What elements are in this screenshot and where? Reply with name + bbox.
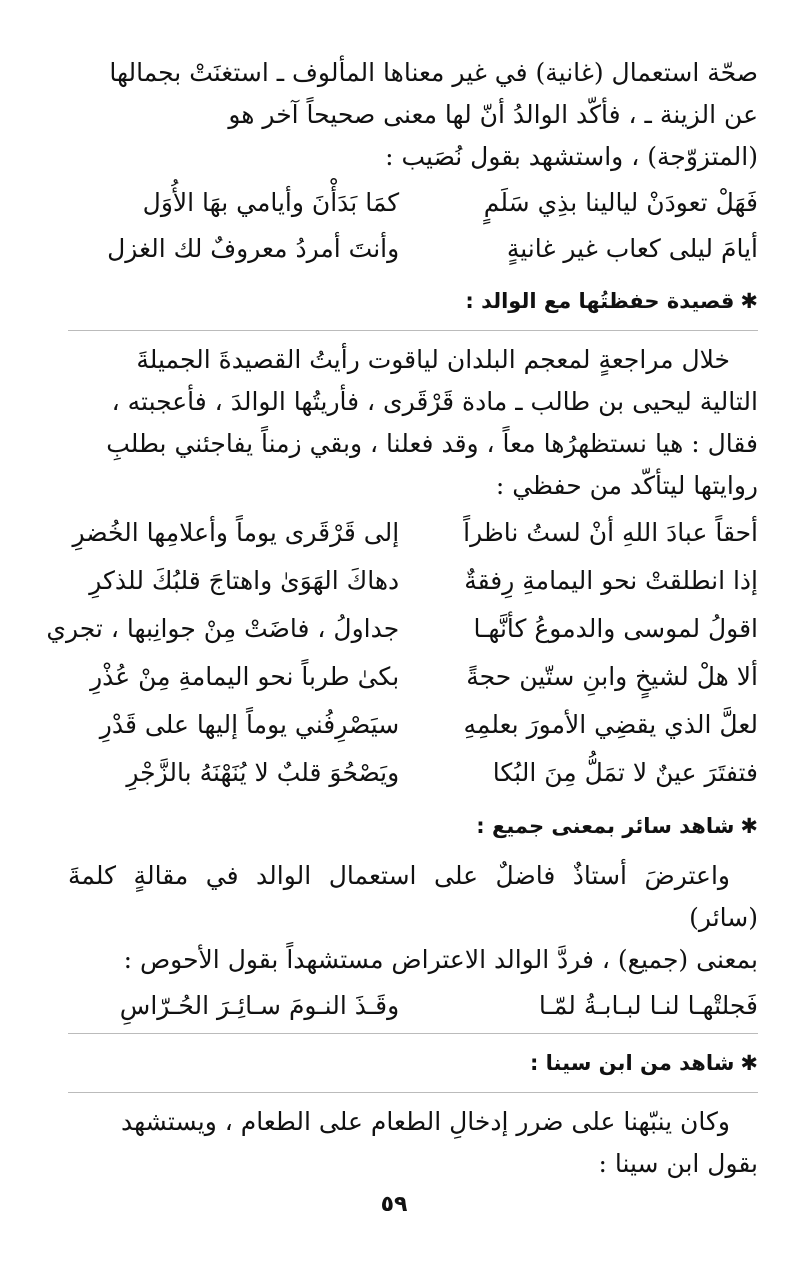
asterisk-icon: ✱ <box>740 814 758 838</box>
section-heading-text: قصيدة حفظتُها مع الوالد : <box>465 289 735 313</box>
text-line: فقال : هيا نستظهرُها معاً ، وقد فعلنا ، وبقي زمناً يفاجئني بطلبِ <box>106 429 758 458</box>
section-heading-text: شاهد سائر بمعنى جميع : <box>476 814 735 838</box>
verse <box>68 180 758 226</box>
verse-first-hemistich: ألا هلْ لشيخٍ وابنِ ستّين حجةً <box>466 662 758 691</box>
verse-first-hemistich: لعلَّ الذي يقضِي الأمورَ بعلمِهِ <box>463 710 758 739</box>
verse-second-hemistich: إلى قَرْقَرى يوماً وأعلامِها الخُضرِ <box>72 518 400 547</box>
verse-first-hemistich: أحقاً عبادَ اللهِ أنْ لستُ ناظراً <box>463 518 758 547</box>
divider <box>68 1033 758 1034</box>
verse-second-hemistich: سيَصْرِفُني يوماً إليها على قَدْرِ <box>99 710 400 739</box>
verse-second-hemistich: ويَصْحُوَ قلبٌ لا يُنَهْنَهُ بالزَّجْرِ <box>126 758 400 787</box>
verse <box>68 983 758 1029</box>
page-number: ٥٩ <box>380 1192 408 1217</box>
text-line: واعترضَ أستاذٌ فاضلٌ على استعمال الوالد في مقالةٍ كلمةَ (سائر) <box>68 861 758 932</box>
section-heading-text: شاهد من ابن سينا : <box>529 1051 735 1075</box>
verse <box>68 749 758 797</box>
section-heading <box>68 284 758 318</box>
verse <box>68 653 758 701</box>
text-line: بقول ابن سينا : <box>598 1149 758 1178</box>
verse-second-hemistich: وقَـذَ النـومَ سـائِـرَ الحُـرّاسِ <box>119 991 400 1020</box>
yahya-poem <box>46 509 758 797</box>
verse-first-hemistich: اقولُ لموسى والدموعُ كأنَّهـا <box>473 614 758 643</box>
verse-second-hemistich: دهاكَ الهَوَىٰ واهتاجَ قلبُكَ للذكرِ <box>89 566 400 595</box>
section2-paragraph <box>68 855 758 981</box>
divider <box>68 1092 758 1093</box>
verse-first-hemistich: فَهَلْ تعودَنْ ليالينا بذِي سَلَمٍ <box>483 188 758 217</box>
divider <box>68 330 758 331</box>
verse <box>68 557 758 605</box>
verse-second-hemistich: جداولُ ، فاضَتْ مِنْ جوانِبها ، تجري <box>46 614 400 643</box>
text-line: روايتها ليتأكّد من حفظي : <box>495 471 758 500</box>
section-heading <box>68 1046 758 1080</box>
section-heading <box>68 809 758 843</box>
text-line: (المتزوّجة) ، واستشهد بقول نُصَيب : <box>385 142 758 171</box>
ahwas-poem <box>68 983 758 1029</box>
nusayb-poem <box>68 180 758 272</box>
verse <box>68 509 758 557</box>
verse-first-hemistich: أيامَ ليلى كعاب غير غانيةٍ <box>506 234 758 263</box>
verse-second-hemistich: كمَا بَدَأْنَ وأيامي بهَا الأُوَل <box>142 188 400 217</box>
verse-second-hemistich: وأنتَ أمردُ معروفٌ لك الغزل <box>107 234 400 263</box>
asterisk-icon: ✱ <box>740 289 758 313</box>
section1-paragraph <box>68 339 758 507</box>
text-line: وكان ينبّهنا على ضرر إدخالِ الطعام على الطعام ، ويستشهد <box>120 1107 730 1136</box>
intro-paragraph <box>68 52 758 178</box>
verse <box>68 701 758 749</box>
page-body <box>46 52 758 1185</box>
text-line: خلال مراجعةٍ لمعجم البلدان لياقوت رأيتُ القصيدةَ الجميلةَ <box>136 345 730 374</box>
verse-first-hemistich: فَجلتْهـا لنـا لبـابـةُ لمّـا <box>538 991 758 1020</box>
verse <box>46 605 758 653</box>
text-line: التالية ليحيى بن طالب ـ مادة قَرْقَرى ، فأريتُها الوالدَ ، فأعجبته ، <box>111 387 758 416</box>
verse <box>68 226 758 272</box>
section3-paragraph <box>68 1101 758 1185</box>
verse-first-hemistich: فتفتَرَ عينٌ لا تمَلُّ مِنَ البُكا <box>492 758 758 787</box>
text-line: بمعنى (جميع) ، فردَّ الوالد الاعتراض مستشهداً بقول الأحوص : <box>123 945 758 974</box>
asterisk-icon: ✱ <box>740 1051 758 1075</box>
verse-first-hemistich: إذا انطلقتْ نحو اليمامةِ رِفقةٌ <box>464 566 758 595</box>
verse-second-hemistich: بكىٰ طرباً نحو اليمامةِ مِنْ عُذْرِ <box>90 662 400 691</box>
text-line: صحّة استعمال (غانية) في غير معناها المألوف ـ استغنَتْ بجمالها <box>109 58 758 87</box>
text-line: عن الزينة ـ ، فأكّد الوالدُ أنّ لها معنى صحيحاً آخر هو <box>228 100 758 129</box>
